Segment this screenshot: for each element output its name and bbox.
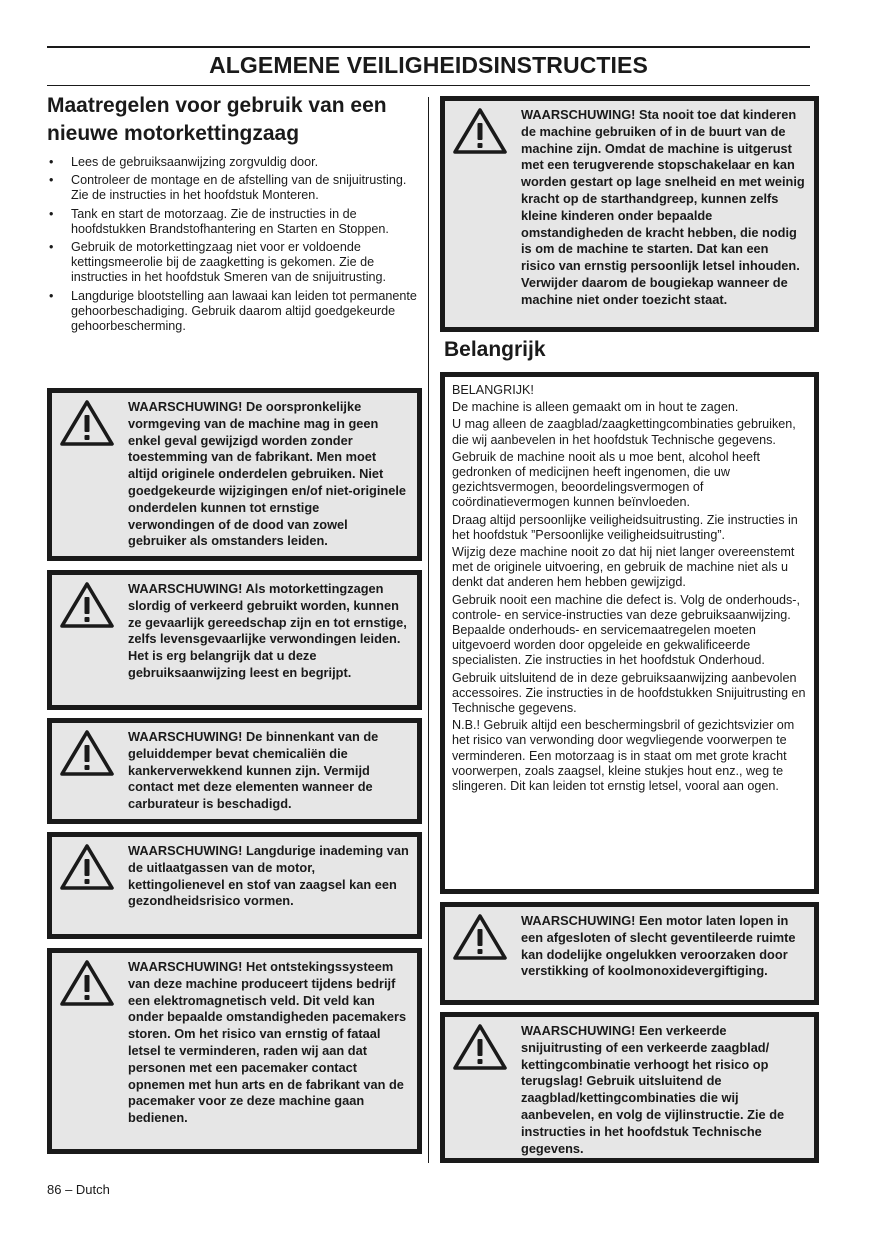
warning-box xyxy=(47,570,422,710)
warning-triangle-icon xyxy=(60,843,114,891)
warning-text: WAARSCHUWING! De oorspronkelijke vormgeving van de machine mag in geen enkel geval gewijzigd worden zonder toestemming van de fabrikant. Men moet altijd originele onderdelen gebruiken. Niet goedgekeurde wijzigingen en/of niet-originele onderdelen kunnen tot ernstige verwondingen of de dood van zowel gebruiker als omstanders leiden. xyxy=(128,399,407,549)
important-box xyxy=(440,372,819,894)
warning-text: WAARSCHUWING! Langdurige inademing van de uitlaatgassen van de motor, kettingolienevel en stof van zaagsel kan een gezondheidsrisico vormen. xyxy=(128,843,409,909)
warning-box xyxy=(47,948,422,1154)
important-paragraph: De machine is alleen gemaakt om in hout te zagen. xyxy=(452,400,739,415)
section-heading-important: Belangrijk xyxy=(444,338,546,361)
warning-box xyxy=(47,388,422,561)
warning-triangle-icon xyxy=(60,581,114,629)
warning-triangle-icon xyxy=(453,1023,507,1071)
warning-text: WAARSCHUWING! Sta nooit toe dat kinderen de machine gebruiken of in de buurt van de machine zijn. Omdat de machine is uitgerust met een terugverende stopschakelaar en kan worden gestart op lage snelheid en met weinig kracht op de starthandgreep, kunnen zelfs kleine kinderen onder bepaalde omstandigheden de kracht hebben, die nodig is om de machine te starten. Dat kan een risico van ernstig persoonlijk letsel inhouden. Verwijder daarom de bougiekap wanneer de machine niet onder toezicht staat. xyxy=(521,107,805,307)
title-underline xyxy=(47,85,810,86)
important-paragraph: Draag altijd persoonlijke veiligheidsuitrusting. Zie instructies in het hoofdstuk ”Persoonlijke veiligheidsuitrusting”. xyxy=(452,512,798,542)
warning-text: WAARSCHUWING! Een verkeerde snijuitrusting of een verkeerde zaagblad/ kettingcombinatie verhoogt het risico op terugslag! Gebruik uitsluitend de zaagblad/kettingcombinaties die wij aanbevelen, en volg de vijlinstructie. Zie de instructies in het hoofdstuk Technische gegevens. xyxy=(521,1023,785,1156)
list-item: • Langdurige blootstelling aan lawaai kan leiden tot permanente gehoorbeschadiging. Gebruik daarom altijd goedgekeurde gehoorbescherming. xyxy=(47,289,422,335)
warning-box xyxy=(47,718,422,824)
list-item: • Tank en start de motorzaag. Zie de instructies in de hoofdstukken Brandstofhantering en Starten en Stoppen. xyxy=(47,207,422,237)
warning-text: WAARSCHUWING! Het ontstekingssysteem van deze machine produceert tijdens bedrijf een elektromagnetisch veld. Dit veld kan onder bepaalde omstandigheden pacemakers storen. Om het risico van ernstig of fataal letsel te verminderen, raden wij aan dat personen met een pacemaker contact opnemen met hun arts en de fabrikant van de pacemaker voor ze deze machine gaan bedienen. xyxy=(128,959,407,1126)
list-item: • Lees de gebruiksaanwijzing zorgvuldig door. xyxy=(47,155,422,170)
section-heading-new-chainsaw: Maatregelen voor gebruik van een nieuwe motorkettingzaag xyxy=(47,94,387,145)
warning-triangle-icon xyxy=(60,729,114,777)
precaution-list xyxy=(47,155,422,334)
warning-text: WAARSCHUWING! De binnenkant van de geluiddemper bevat chemicaliën die kankerverwekkend kunnen zijn. Vermijd contact met deze elementen wanneer de carburateur is beschadigd. xyxy=(128,729,379,812)
warning-box xyxy=(47,832,422,939)
important-paragraph: Wijzig deze machine nooit zo dat hij niet langer overeenstemt met de originele uitvoering, en gebruik de machine niet als u denkt dat anderen hem hebben gewijzigd. xyxy=(452,545,795,590)
important-paragraph: Gebruik nooit een machine die defect is. Volg de onderhouds-, controle- en service-instructies van deze gebruiksaanwijzing. Bepaalde onderhouds- en servicemaatregelen moeten uitgevoerd worden door opgeleide en gekwalificeerde specialisten. Zie instructies in het hoofdstuk Onderhoud. xyxy=(452,592,800,668)
warning-triangle-icon xyxy=(60,959,114,1007)
warning-triangle-icon xyxy=(453,913,507,961)
list-item: • Gebruik de motorkettingzaag niet voor er voldoende kettingsmeerolie bij de zaagketting is gekomen. Zie de instructies in het hoofdstuk Smeren van de snijuitrusting. xyxy=(47,240,422,286)
left-column xyxy=(47,92,422,1126)
important-paragraph: Gebruik de machine nooit als u moe bent, alcohol heeft gedronken of medicijnen heeft ingenomen, die uw gezichtsvermogen, beoordelingsvermogen of coördinatievermogen kunnen beïnvloeden. xyxy=(452,449,761,510)
page-title: ALGEMENE VEILIGHEIDSINSTRUCTIES xyxy=(209,52,648,78)
important-paragraph: Gebruik uitsluitend de in deze gebruiksaanwijzing aanbevolen accessoires. Zie instructies in de hoofdstukken Snijuitrusting en Technische gegevens. xyxy=(452,670,806,716)
warning-text: WAARSCHUWING! Als motorkettingzagen slordig of verkeerd gebruikt worden, kunnen ze gevaarlijk gereedschap zijn en tot ernstige, zelfs levensgevaarlijke verwondingen leiden. Het is erg belangrijk dat u deze gebruiksaanwijzing leest en begrijpt. xyxy=(128,581,407,680)
important-paragraph: BELANGRIJK! xyxy=(452,383,534,397)
warning-box xyxy=(440,1012,819,1163)
column-divider xyxy=(428,97,429,1163)
warning-triangle-icon xyxy=(60,399,114,447)
warning-box-children xyxy=(440,96,819,332)
warning-box xyxy=(440,902,819,1005)
warning-text: WAARSCHUWING! Een motor laten lopen in een afgesloten of slecht geventileerde ruimte kan dodelijke ongelukken veroorzaken door verstikking of koolmonoxidevergiftiging. xyxy=(521,913,796,979)
top-rule xyxy=(47,46,810,48)
page-footer: 86 – Dutch xyxy=(47,1182,110,1197)
warning-triangle-icon xyxy=(453,107,507,155)
important-paragraph: N.B.! Gebruik altijd een beschermingsbril of gezichtsvizier om het risico van verwonding door wegvliegende voorwerpen te verminderen. Een motorzaag is in staat om met grote kracht voorwerpen, zoals zaagsel, kleine stukjes hout enz., weg te slingeren. Dit kan leiden tot ernstig letsel, vooral aan ogen. xyxy=(452,718,795,794)
important-paragraph: U mag alleen de zaagblad/zaagkettingcombinaties gebruiken, die wij aanbevelen in het hoofdstuk Technische gegevens. xyxy=(452,417,796,447)
list-item: • Controleer de montage en de afstelling van de snijuitrusting. Zie de instructies in het hoofdstuk Monteren. xyxy=(47,173,422,203)
